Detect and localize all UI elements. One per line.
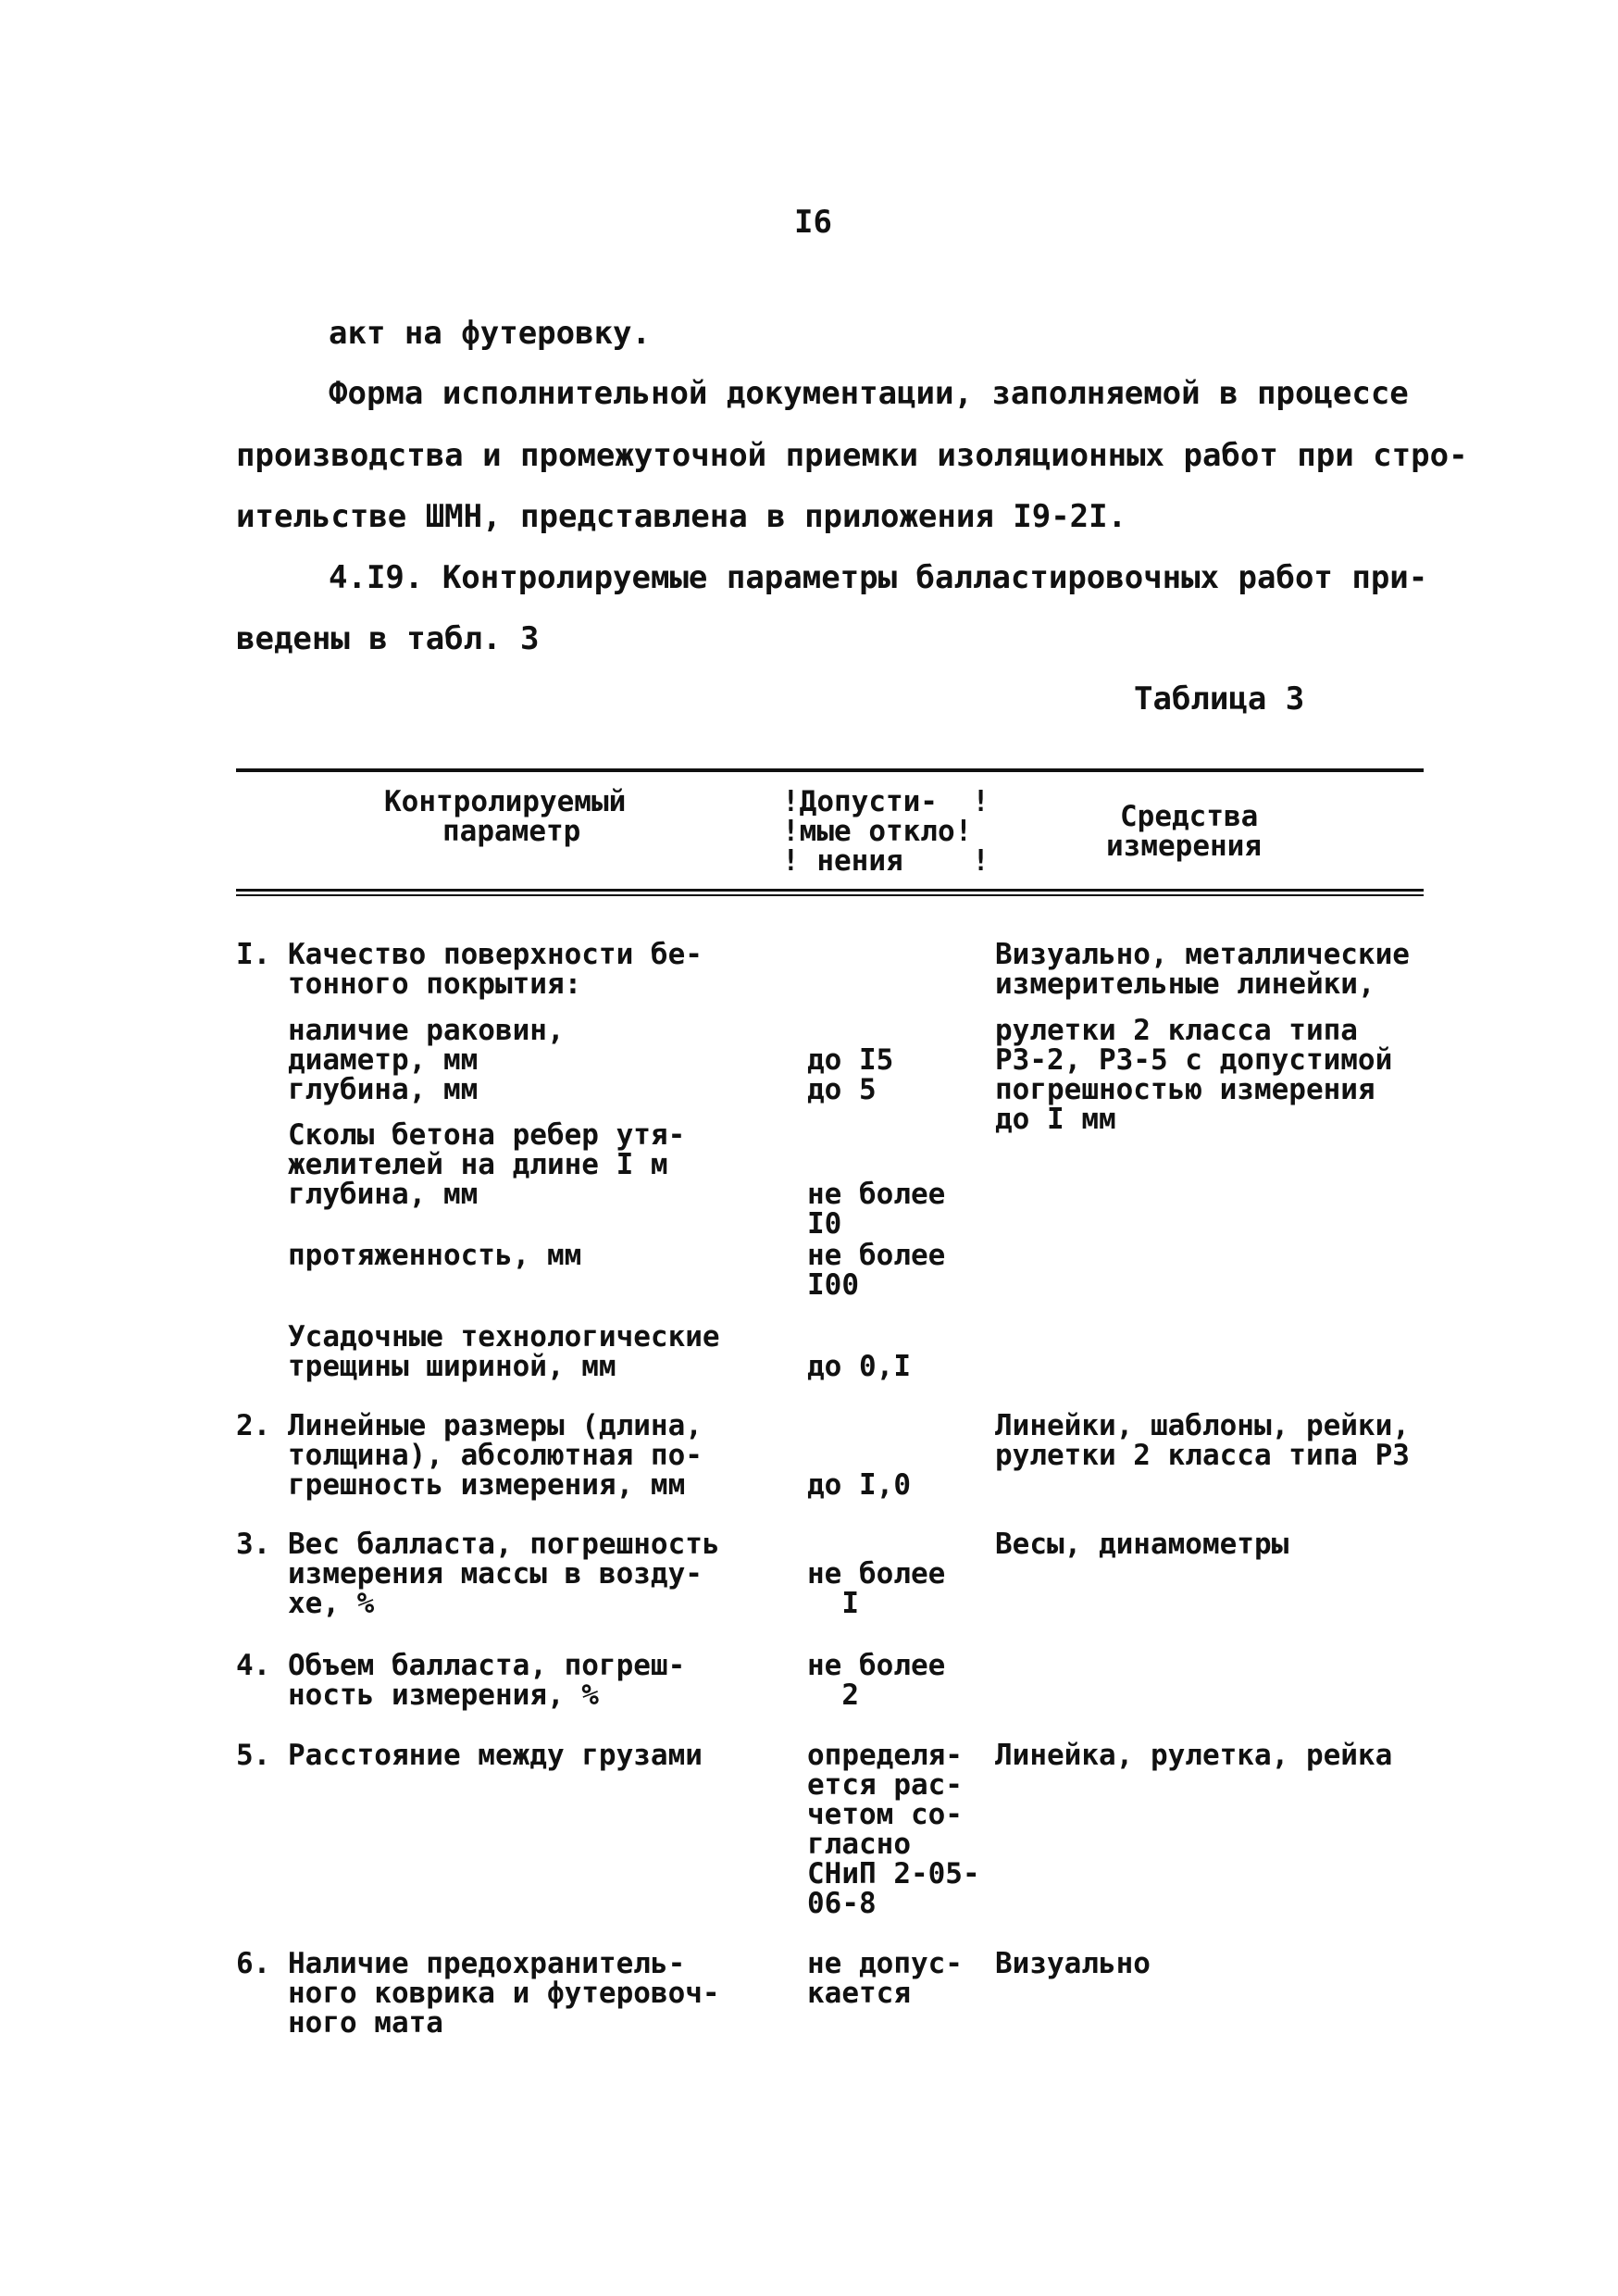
tolerance-cell: до 0,I [807,1350,911,1383]
table-header-rule-2 [236,894,1424,896]
means-cell: Линейка, рулетка, рейка [995,1739,1393,1772]
tolerance-cell: I0 [807,1207,842,1241]
tolerance-cell: 2 [807,1678,859,1712]
tolerance-cell: четом со- [807,1798,963,1831]
tolerance-cell: до I5 [807,1043,894,1077]
means-cell: рулетки 2 класса типа [995,1014,1358,1047]
param-cell: 5. Расстояние между грузами [236,1739,703,1772]
tolerance-cell: не допус- [807,1947,963,1980]
param-cell: грешность измерения, мм [236,1468,686,1502]
header-line: Средства [1120,800,1259,833]
param-cell: протяженность, мм [236,1239,582,1272]
param-cell: 2. Линейные размеры (длина, [236,1409,703,1442]
tolerance-cell: 06-8 [807,1887,877,1920]
param-cell: ного коврика и футеровоч- [236,1977,720,2010]
param-cell: измерения массы в возду- [236,1557,703,1591]
means-cell: погрешностью измерения [995,1073,1375,1106]
header-line: параметр [442,815,581,848]
header-line: Контролируемый [384,785,627,818]
param-cell: глубина, мм [236,1073,479,1106]
param-cell: наличие раковин, [236,1014,565,1047]
paragraph-line: акт на футеровку. [329,315,651,352]
means-cell: Визуально, металлические [995,938,1410,971]
table-header-rule [236,889,1424,892]
param-cell: 6. Наличие предохранитель- [236,1947,686,1980]
page-number: I6 [794,204,832,241]
param-cell: ность измерения, % [236,1678,599,1712]
header-line: ! нения ! [782,844,989,878]
param-cell: толщина), абсолютная по- [236,1439,703,1472]
param-cell: Усадочные технологические [236,1320,720,1354]
tolerance-cell: кается [807,1977,911,2010]
table-top-rule [236,768,1424,772]
param-cell: 3. Вес балласта, погрешность [236,1528,720,1561]
param-cell: I. Качество поверхности бе- [236,938,703,971]
param-cell: глубина, мм [236,1178,479,1211]
tolerance-cell: гласно [807,1828,911,1861]
param-cell: трещины шириной, мм [236,1350,616,1383]
param-cell: 4. Объем балласта, погреш- [236,1649,686,1682]
paragraph-line: 4.I9. Контролируемые параметры балластировочных работ при- [329,559,1428,596]
means-cell: до I мм [995,1103,1116,1136]
tolerance-cell: не более [807,1178,946,1211]
param-cell: тонного покрытия: [236,967,582,1001]
paragraph-line: ведены в табл. 3 [236,620,540,657]
header-line: !мые откло! [782,815,973,848]
paragraph-line: Форма исполнительной документации, заполняемой в процессе [329,375,1409,412]
tolerance-cell: до I,0 [807,1468,911,1502]
tolerance-cell: не более [807,1239,946,1272]
tolerance-cell: I00 [807,1268,859,1302]
param-cell: Сколы бетона ребер утя- [236,1118,686,1152]
paragraph-line: производства и промежуточной приемки изоляционных работ при стро- [236,437,1468,474]
means-cell: Визуально [995,1947,1151,1980]
tolerance-cell: до 5 [807,1073,877,1106]
tolerance-cell: I [807,1587,859,1620]
header-line: измерения [1106,830,1262,863]
means-cell: РЗ-2, РЗ-5 с допустимой [995,1043,1393,1077]
tolerance-cell: определя- [807,1739,963,1772]
header-line: !Допусти- ! [782,785,989,818]
param-cell: ного мата [236,2006,443,2040]
tolerance-cell: не более [807,1557,946,1591]
param-cell: желителей на длине I м [236,1148,668,1181]
means-cell: рулетки 2 класса типа РЗ [995,1439,1410,1472]
means-cell: Линейки, шаблоны, рейки, [995,1409,1410,1442]
tolerance-cell: ется рас- [807,1768,963,1802]
tolerance-cell: СНиП 2-05- [807,1857,980,1890]
means-cell: Весы, динамометры [995,1528,1289,1561]
tolerance-cell: не более [807,1649,946,1682]
param-cell: хе, % [236,1587,375,1620]
paragraph-line: ительстве ШМН, представлена в приложения I9-2I. [236,498,1127,535]
param-cell: диаметр, мм [236,1043,479,1077]
table-caption: Таблица 3 [1134,680,1305,718]
means-cell: измерительные линейки, [995,967,1375,1001]
